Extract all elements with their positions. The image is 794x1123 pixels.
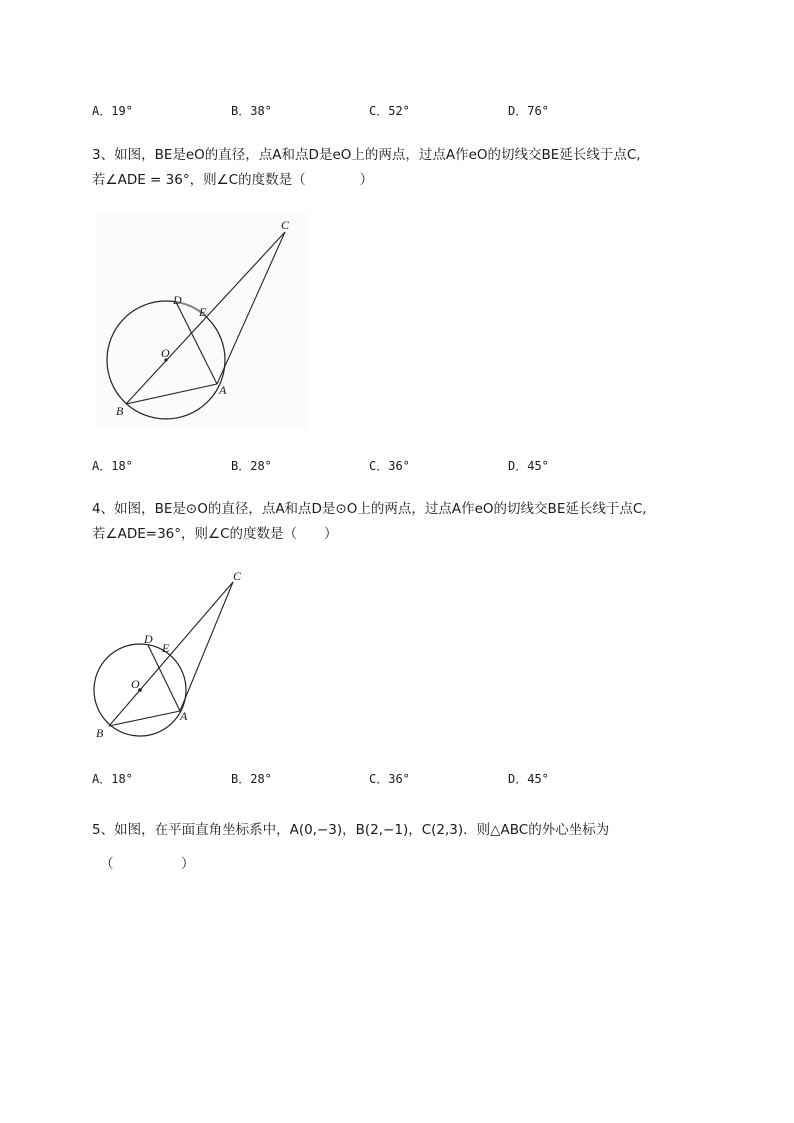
q3-option-d: D．45° [508,459,549,473]
q3-stem-line2: 若∠ADE = 36°，则∠C的度数是（ ） [92,172,374,188]
q4-label-b: B [96,726,104,740]
q4-stem-line2: 若∠ADE=36°，则∠C的度数是（ ） [92,526,338,542]
q4-stem-line1: 4、如图，BE是⊙O的直径，点A和点D是⊙O上的两点，过点A作eO的切线交BE延长线于点C, [92,501,647,517]
q4-option-c: C．36° [369,772,410,786]
q4-label-e: E [162,641,170,655]
q3-label-b: B [116,404,124,418]
q4-option-a: A．18° [92,772,133,786]
q4-label-o: O [131,677,140,691]
q2-option-c: C．52° [369,104,410,118]
q3-option-c: C．36° [369,459,410,473]
q5-stem-line2: （ ） [100,856,195,872]
q4-option-d: D．45° [508,772,549,786]
q3-option-a: A．18° [92,459,133,473]
q3-stem-line1: 3、如图，BE是eO的直径，点A和点D是eO上的两点，过点A作eO的切线交BE延长线于点C, [92,147,641,163]
q3-option-b: B．28° [231,459,272,473]
q2-option-a: A．19° [92,104,133,118]
q4-label-a: A [180,709,188,723]
q4-label-c: C [233,569,242,583]
q4-option-b: B．28° [231,772,272,786]
q3-label-a: A [219,383,227,397]
q4-line-ac [180,582,233,711]
q3-label-c: C [281,218,290,232]
q5-stem-line1: 5、如图，在平面直角坐标系中，A(0,−3)，B(2,−1)，C(2,3)．则△ABC的外心坐标为 [92,822,610,838]
q2-option-b: B．38° [231,104,272,118]
q3-figure [96,212,308,430]
q3-label-o: O [161,346,170,360]
q2-option-d: D．76° [508,104,549,118]
q3-label-e: E [199,305,207,319]
q4-label-d: D [144,632,153,646]
q4-line-bc [109,582,233,726]
q3-label-d: D [173,293,182,307]
q4-figure [90,566,250,746]
